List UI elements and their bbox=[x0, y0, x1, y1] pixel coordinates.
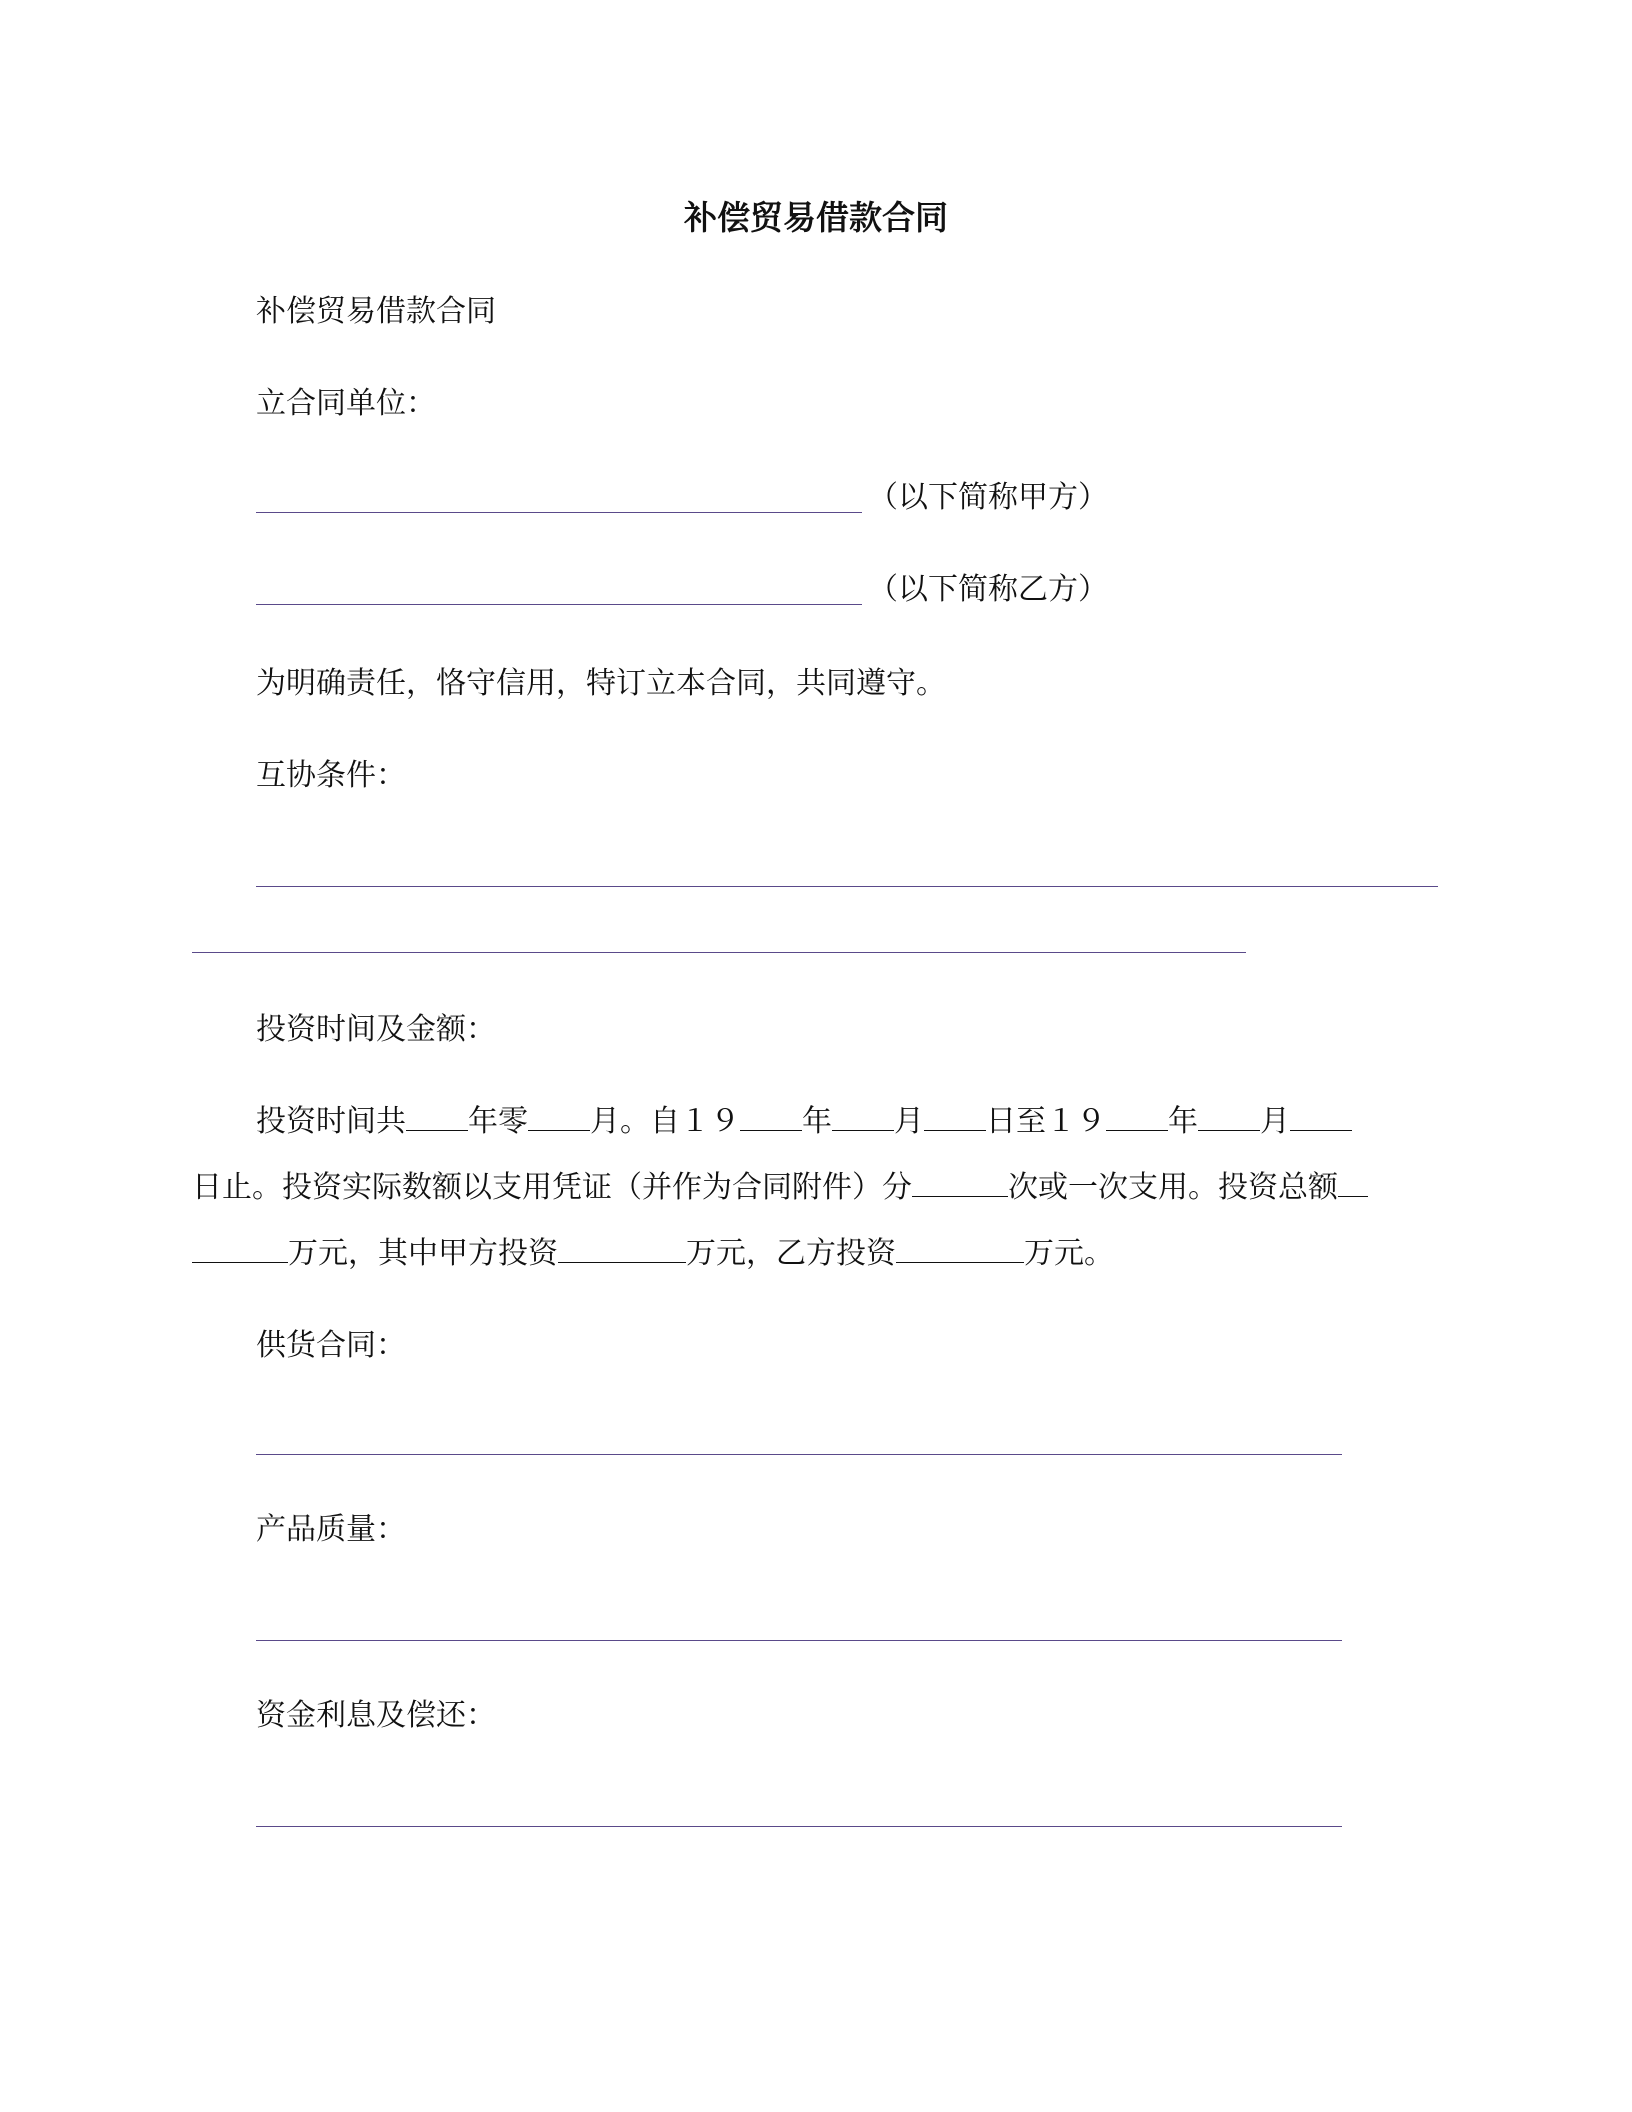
investment-text: 年零 bbox=[468, 1104, 528, 1139]
investment-text: 年 bbox=[1168, 1104, 1198, 1139]
supply-contract-blank bbox=[256, 1454, 1342, 1455]
cooperation-blank-2 bbox=[192, 952, 1246, 953]
investment-line-2 bbox=[192, 1170, 1368, 1206]
cooperation-blank-1 bbox=[256, 886, 1438, 887]
months-blank bbox=[528, 1104, 590, 1131]
party-a-amount-blank bbox=[558, 1236, 686, 1263]
supply-contract-label: 供货合同： bbox=[256, 1328, 406, 1363]
product-quality-label: 产品质量： bbox=[256, 1512, 406, 1547]
investment-text: 万元，其中甲方投资 bbox=[288, 1236, 558, 1271]
investment-text: 投资时间共 bbox=[256, 1104, 406, 1139]
investment-text: 万元，乙方投资 bbox=[686, 1236, 896, 1271]
investment-label: 投资时间及金额： bbox=[256, 1012, 496, 1047]
start-year-blank bbox=[740, 1104, 802, 1131]
product-quality-blank bbox=[256, 1640, 1342, 1641]
investment-text: 年 bbox=[802, 1104, 832, 1139]
interest-blank bbox=[256, 1826, 1342, 1827]
document-title: 补偿贸易借款合同 bbox=[684, 198, 948, 237]
end-year-blank bbox=[1106, 1104, 1168, 1131]
intro-text: 为明确责任，恪守信用，特订立本合同，共同遵守。 bbox=[256, 666, 946, 701]
years-blank bbox=[406, 1104, 468, 1131]
parties-label: 立合同单位： bbox=[256, 386, 436, 421]
party-a-blank bbox=[256, 512, 862, 513]
interest-label: 资金利息及偿还： bbox=[256, 1698, 496, 1733]
investment-text: 日至１９ bbox=[986, 1104, 1106, 1139]
party-a-suffix: （以下简称甲方） bbox=[868, 480, 1108, 515]
investment-text: 月。自１９ bbox=[590, 1104, 740, 1139]
end-day-blank bbox=[1290, 1104, 1352, 1131]
investment-line-1 bbox=[256, 1104, 1352, 1140]
investment-text: 万元。 bbox=[1024, 1236, 1114, 1271]
end-month-blank bbox=[1198, 1104, 1260, 1131]
start-day-blank bbox=[924, 1104, 986, 1131]
cooperation-label: 互协条件： bbox=[256, 758, 406, 793]
investment-text: 日止。投资实际数额以支用凭证（并作为合同附件）分 bbox=[192, 1170, 912, 1205]
total-amount-blank-cont bbox=[192, 1236, 288, 1263]
party-b-blank bbox=[256, 604, 862, 605]
investment-text: 月 bbox=[1260, 1104, 1290, 1139]
investment-text: 月 bbox=[894, 1104, 924, 1139]
start-month-blank bbox=[832, 1104, 894, 1131]
investment-text: 次或一次支用。投资总额 bbox=[1008, 1170, 1338, 1205]
investment-line-3 bbox=[192, 1236, 1114, 1272]
party-b-amount-blank bbox=[896, 1236, 1024, 1263]
total-amount-blank bbox=[1338, 1170, 1368, 1197]
document-subtitle: 补偿贸易借款合同 bbox=[256, 294, 496, 329]
installments-blank bbox=[912, 1170, 1008, 1197]
party-b-suffix: （以下简称乙方） bbox=[868, 572, 1108, 607]
